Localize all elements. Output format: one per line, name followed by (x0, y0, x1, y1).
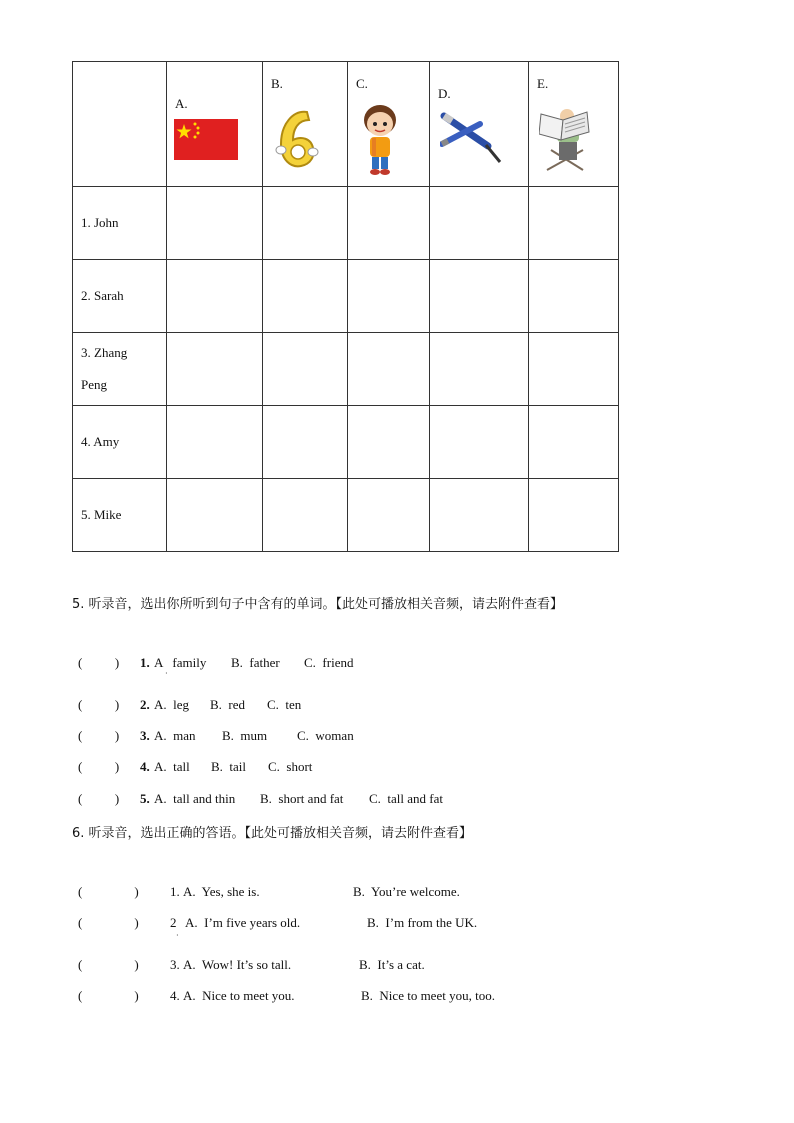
option-c[interactable]: C. ten (267, 697, 302, 712)
answer-blank[interactable]: ( ) (78, 791, 120, 806)
header-label-b: B. (271, 76, 283, 91)
row-label-2: 2. Sarah (73, 260, 167, 333)
header-d (430, 62, 529, 187)
corner-cell (73, 62, 167, 187)
row-label-3 (73, 333, 167, 406)
option-b[interactable]: B. short and fat (260, 791, 344, 806)
option-a[interactable]: A. Wow! It’s so tall. (183, 957, 292, 972)
row-label-4: 4. Amy (73, 406, 167, 479)
option-c[interactable]: C. woman (297, 728, 354, 743)
option-b[interactable]: B. Nice to meet you, too. (361, 988, 495, 1003)
answer-blank[interactable]: ( ) (78, 759, 120, 774)
boy-student-icon (360, 102, 400, 178)
answer-cell[interactable] (348, 333, 430, 406)
option-a[interactable]: A. man (154, 728, 196, 743)
answer-cell[interactable] (430, 333, 529, 406)
row-label-3-line2: Peng (81, 377, 107, 392)
dot-mark: · (165, 669, 168, 678)
answer-cell[interactable] (529, 260, 619, 333)
header-b (263, 62, 348, 187)
option-b[interactable]: B. I’m from the UK. (367, 915, 478, 930)
matching-table (72, 61, 619, 552)
header-a (167, 62, 263, 187)
answer-cell[interactable] (167, 187, 263, 260)
row-label-5: 5. Mike (73, 479, 167, 552)
option-b[interactable]: B. mum (222, 728, 268, 743)
option-c[interactable]: C. tall and fat (369, 791, 444, 806)
answer-blank[interactable]: ( ) (78, 884, 139, 899)
answer-cell[interactable] (348, 260, 430, 333)
answer-blank[interactable]: ( ) (78, 988, 139, 1003)
header-label-a: A. (175, 96, 188, 111)
answer-cell[interactable] (348, 406, 430, 479)
answer-cell[interactable] (430, 187, 529, 260)
question-number: 3. (140, 728, 150, 743)
option-a[interactable]: A family (154, 655, 207, 670)
answer-cell[interactable] (167, 479, 263, 552)
option-b[interactable]: B. It’s a cat. (359, 957, 425, 972)
row-label-3-line1: 3. Zhang (81, 345, 128, 360)
option-b[interactable]: B. red (210, 697, 246, 712)
answer-cell[interactable] (263, 479, 348, 552)
question-number: 1. (140, 655, 150, 670)
answer-cell[interactable] (529, 406, 619, 479)
question-number: 4. (170, 988, 180, 1003)
option-a[interactable]: A. Nice to meet you. (183, 988, 295, 1003)
answer-cell[interactable] (263, 333, 348, 406)
option-a[interactable]: A. tall (154, 759, 190, 774)
option-a[interactable]: A. leg (154, 697, 190, 712)
option-b[interactable]: B. tail (211, 759, 247, 774)
option-c[interactable]: C. friend (304, 655, 354, 670)
option-a[interactable]: A. tall and thin (154, 791, 236, 806)
option-c[interactable]: C. short (268, 759, 313, 774)
answer-blank[interactable]: ( ) (78, 655, 120, 670)
answer-cell[interactable] (529, 187, 619, 260)
answer-blank[interactable]: ( ) (78, 728, 120, 743)
header-label-c: C. (356, 76, 368, 91)
dot-mark: · (176, 931, 179, 940)
section-6-title: 6. 听录音，选出正确的答语。【此处可播放相关音频，请去附件查看】 (72, 826, 473, 841)
answer-cell[interactable] (263, 260, 348, 333)
pen-icon (440, 110, 504, 168)
answer-cell[interactable] (167, 333, 263, 406)
header-c (348, 62, 430, 187)
option-a[interactable]: A. Yes, she is. (183, 884, 260, 899)
answer-cell[interactable] (529, 479, 619, 552)
question-number: 2. (140, 697, 150, 712)
section-5-title: 5. 听录音，选出你所听到句子中含有的单词。【此处可播放相关音频，请去附件查看】 (72, 597, 564, 612)
question-number: 2 (170, 915, 177, 930)
answer-blank[interactable]: ( ) (78, 915, 139, 930)
header-label-e: E. (537, 76, 549, 91)
answer-cell[interactable] (263, 406, 348, 479)
option-b[interactable]: B. You’re welcome. (353, 884, 460, 899)
option-b[interactable]: B. father (231, 655, 280, 670)
option-a[interactable]: A. I’m five years old. (185, 915, 301, 930)
row-label-1: 1. John (73, 187, 167, 260)
answer-cell[interactable] (348, 187, 430, 260)
answer-cell[interactable] (348, 479, 430, 552)
china-flag-icon (174, 119, 238, 160)
header-label-d: D. (438, 86, 451, 101)
question-number: 4. (140, 759, 150, 774)
answer-blank[interactable]: ( ) (78, 697, 120, 712)
question-number: 3. (170, 957, 180, 972)
answer-cell[interactable] (263, 187, 348, 260)
answer-blank[interactable]: ( ) (78, 957, 139, 972)
question-number: 5. (140, 791, 150, 806)
grandpa-reading-newspaper-icon (539, 106, 595, 172)
answer-cell[interactable] (430, 479, 529, 552)
answer-cell[interactable] (430, 406, 529, 479)
answer-cell[interactable] (430, 260, 529, 333)
header-e (529, 62, 619, 187)
answer-cell[interactable] (167, 406, 263, 479)
answer-cell[interactable] (529, 333, 619, 406)
question-number: 1. (170, 884, 180, 899)
number-six-icon (273, 106, 321, 172)
answer-cell[interactable] (167, 260, 263, 333)
